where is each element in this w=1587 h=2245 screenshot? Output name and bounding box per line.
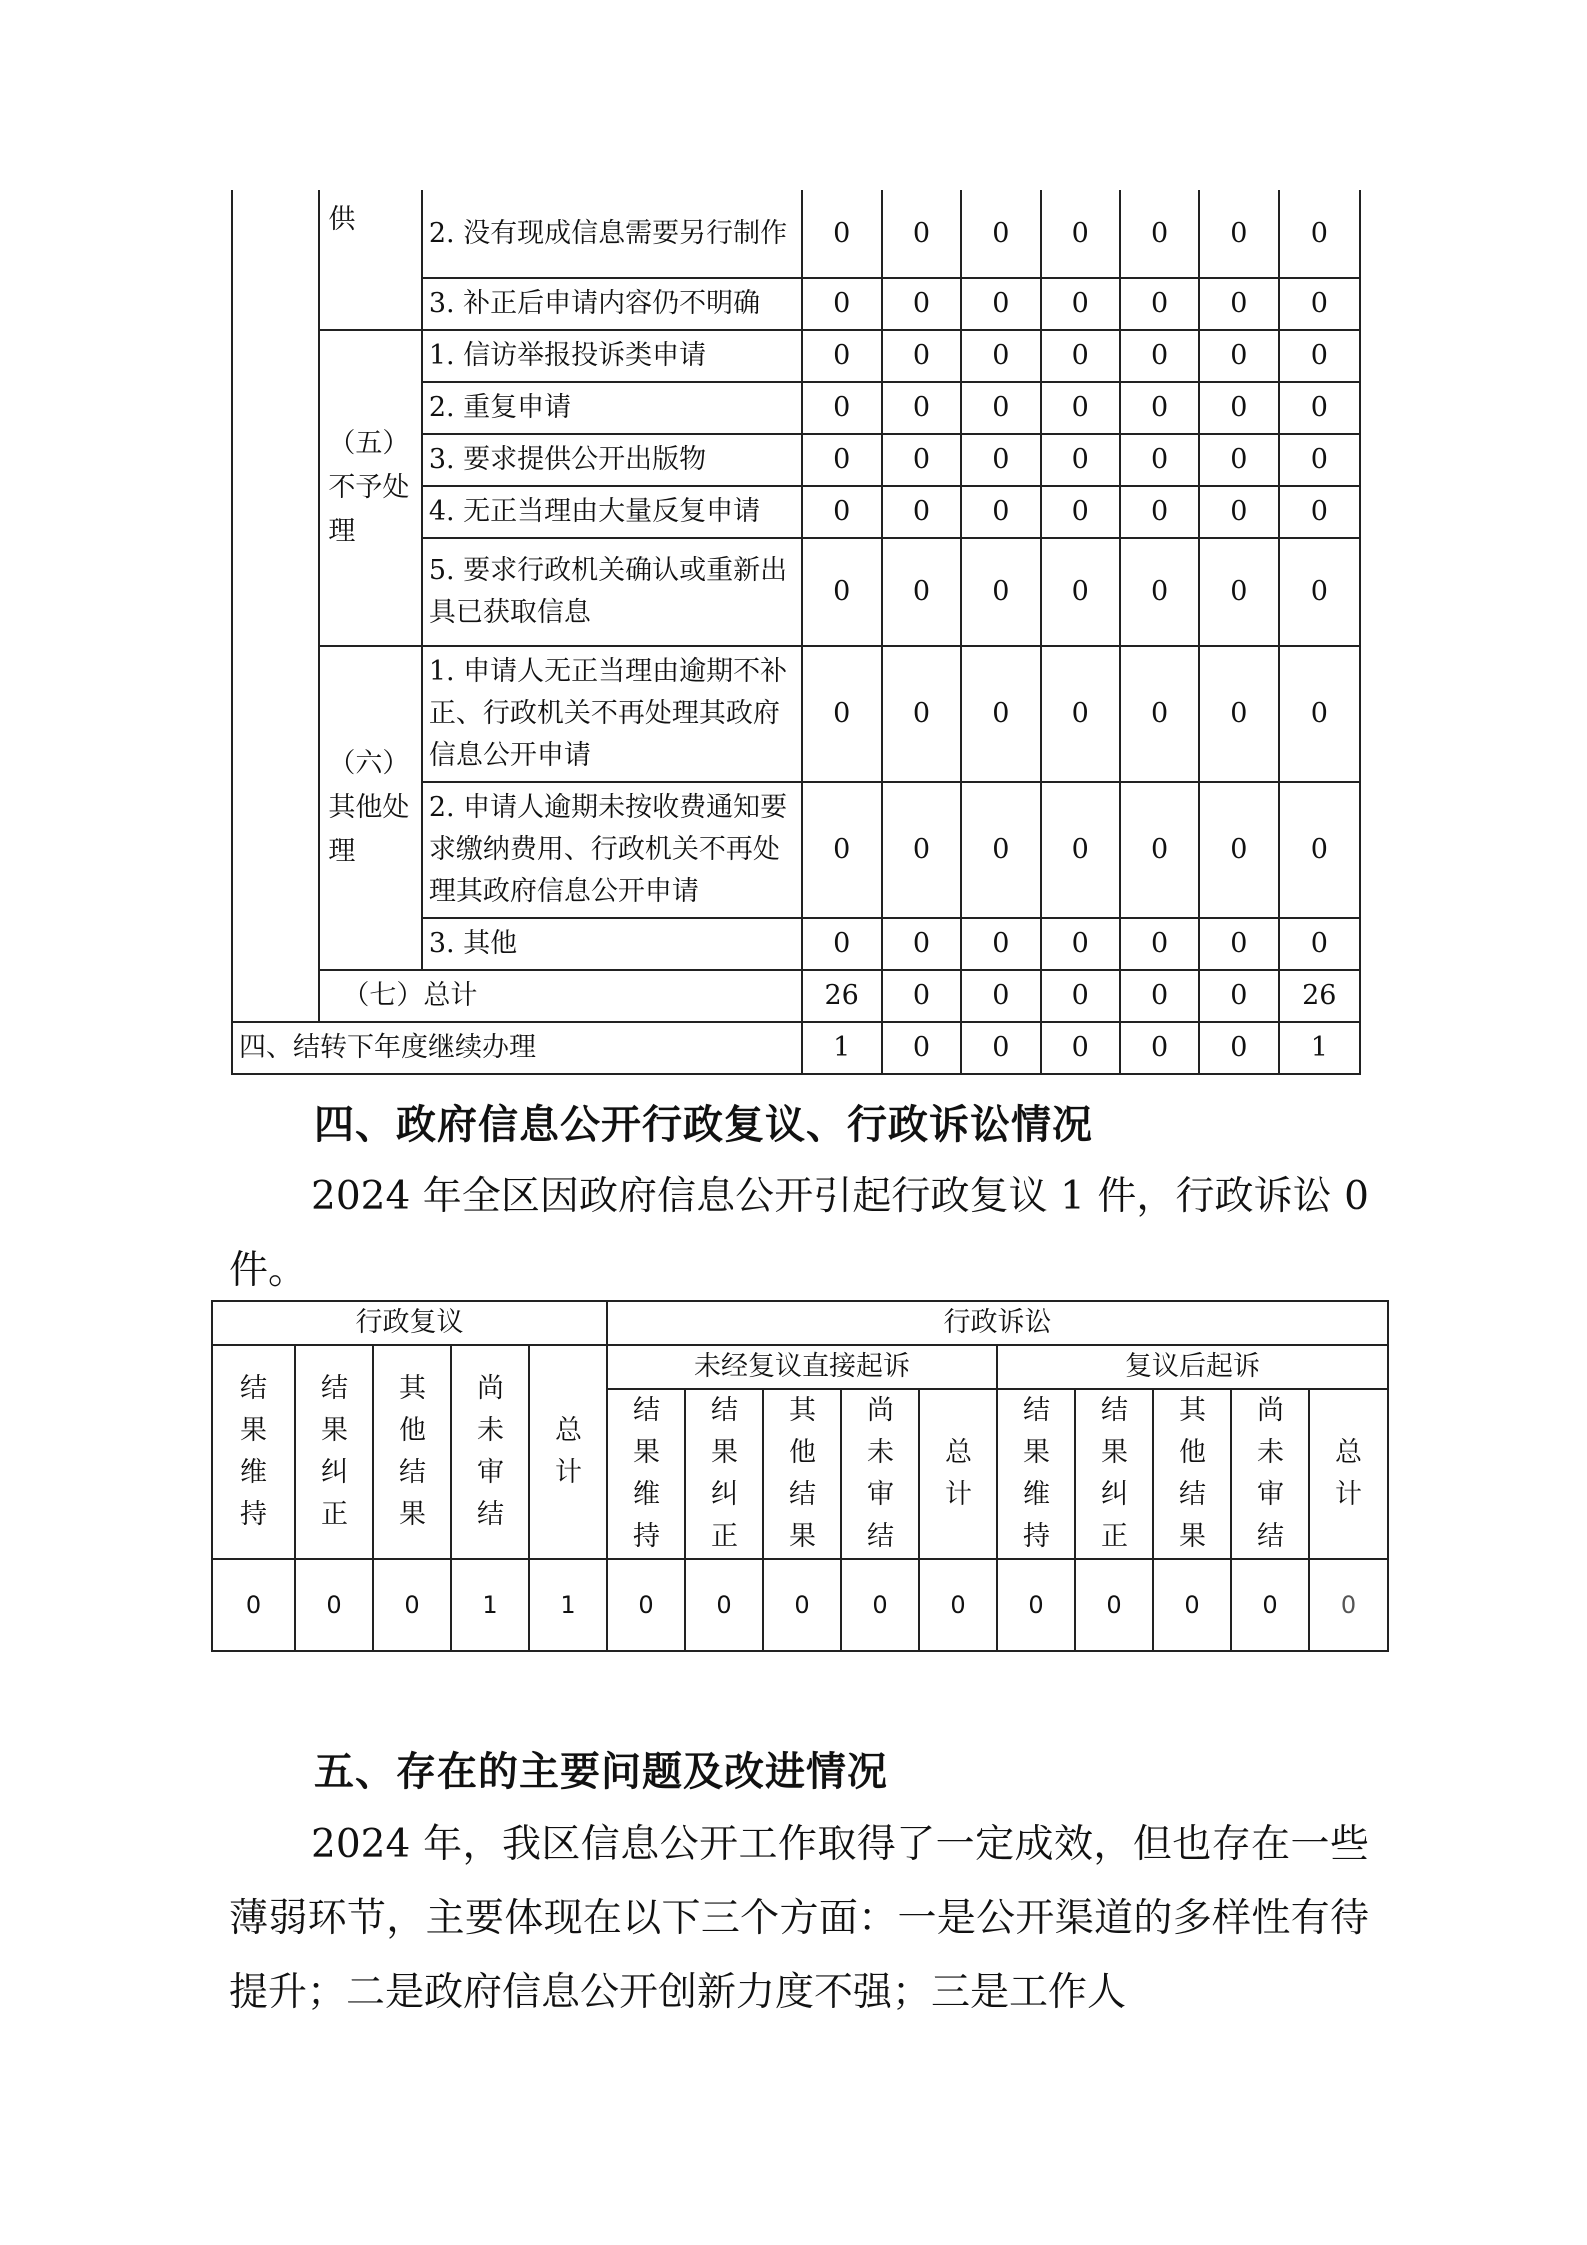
cell-value: 0 [802,278,882,330]
row-label: 5. 要求行政机关确认或重新出具已获取信息 [422,538,802,646]
header-result-corrected: 结果纠正 [685,1389,763,1559]
cell-value: 26 [802,970,882,1022]
cell-value: 0 [1041,382,1120,434]
cell-value: 0 [1231,1559,1309,1651]
cell-value: 0 [1041,646,1120,782]
cell-value: 0 [295,1559,373,1651]
cell-value: 0 [882,970,961,1022]
section-4-text: 2024 年全区因政府信息公开引起行政复议 1 件，行政诉讼 0 件。 [229,1174,1369,1293]
cell-value: 0 [802,434,882,486]
cell-value: 0 [882,330,961,382]
header-direct-suit: 未经复议直接起诉 [607,1345,997,1389]
total-row [232,970,1360,1022]
cell-value: 0 [961,278,1040,330]
cell-value: 0 [802,190,882,278]
cell-value: 0 [1041,918,1120,970]
cell-value: 0 [1041,330,1120,382]
cell-value: 0 [763,1559,841,1651]
cell-value: 0 [961,382,1040,434]
cell-value: 0 [1041,190,1120,278]
cell-value: 0 [882,486,961,538]
cell-value: 0 [1279,330,1360,382]
section-5-text: 2024 年，我区信息公开工作取得了一定成效，但也存在一些薄弱环节，主要体现在以下三个方面：一是公开渠道的多样性有待提升；二是政府信息公开创新力度不强；三是工作人 [229,1822,1369,2015]
cell-value: 0 [1199,278,1278,330]
header-result-maintain: 结果维持 [997,1389,1075,1559]
cell-value: 0 [607,1559,685,1651]
cell-value: 0 [1041,782,1120,918]
cell-value: 0 [1041,434,1120,486]
table-row [232,646,1360,782]
table-row [212,1301,1388,1345]
header-other-result: 其他结果 [763,1389,841,1559]
cell-value: 0 [802,382,882,434]
cell-value: 0 [1075,1559,1153,1651]
cell-value: 0 [882,190,961,278]
header-pending: 尚未审结 [841,1389,919,1559]
header-litigation: 行政诉讼 [607,1301,1388,1345]
row-label: 3. 其他 [422,918,802,970]
header-other-result: 其他结果 [1153,1389,1231,1559]
cell-value: 0 [961,1022,1040,1074]
section-4-heading: 四、政府信息公开行政复议、行政诉讼情况 [314,1101,1093,1148]
header-total: 总计 [919,1389,997,1559]
cell-value: 0 [1279,278,1360,330]
cell-value: 0 [1199,190,1278,278]
row-label: 4. 无正当理由大量反复申请 [422,486,802,538]
cell-value: 0 [1120,382,1199,434]
table-row [232,330,1360,382]
row-label: 2. 申请人逾期未按收费通知要求缴纳费用、行政机关不再处理其政府信息公开申请 [422,782,802,918]
cell-value: 0 [1199,330,1278,382]
cell-value: 0 [1120,330,1199,382]
cell-value: 0 [1309,1559,1388,1651]
cell-value: 0 [961,918,1040,970]
cell-value: 0 [1120,278,1199,330]
cell-value: 1 [802,1022,882,1074]
application-handling-table [231,190,1361,1075]
cell-value: 0 [882,434,961,486]
cell-value: 0 [1041,486,1120,538]
cell-value: 0 [1199,382,1278,434]
cell-value: 0 [997,1559,1075,1651]
header-pending: 尚未审结 [451,1345,529,1559]
review-litigation-table [211,1300,1389,1652]
table-row [212,1345,1388,1389]
cell-value: 0 [1279,782,1360,918]
cell-value: 0 [1199,970,1278,1022]
cell-value: 0 [882,382,961,434]
section-4-paragraph [229,1160,1369,1308]
cell-value: 0 [1041,1022,1120,1074]
cell-value: 0 [882,1022,961,1074]
cell-value: 0 [841,1559,919,1651]
cell-value: 0 [1120,646,1199,782]
group-label: （五）不予处理 [319,330,421,646]
cell-value: 0 [1041,538,1120,646]
cell-value: 26 [1279,970,1360,1022]
table-row [212,1559,1388,1651]
cell-value: 0 [961,486,1040,538]
cell-value: 0 [1199,538,1278,646]
cell-value: 0 [1279,538,1360,646]
cell-value: 0 [212,1559,295,1651]
cell-value: 0 [1279,382,1360,434]
row-label: 3. 补正后申请内容仍不明确 [422,278,802,330]
row-label: 1. 申请人无正当理由逾期不补正、行政机关不再处理其政府信息公开申请 [422,646,802,782]
cell-value: 0 [802,646,882,782]
cell-value: 0 [1120,434,1199,486]
header-result-maintain: 结果维持 [212,1345,295,1559]
header-result-corrected: 结果纠正 [295,1345,373,1559]
cell-value: 1 [451,1559,529,1651]
outer-group-cell [232,190,319,970]
cell-value: 0 [1120,190,1199,278]
cell-value: 0 [961,646,1040,782]
cell-value: 0 [1153,1559,1231,1651]
cell-value: 0 [1199,646,1278,782]
header-after-review: 复议后起诉 [997,1345,1388,1389]
row-label: 2. 重复申请 [422,382,802,434]
header-total: 总计 [1309,1389,1388,1559]
row-label: （七）总计 [319,970,801,1022]
header-pending: 尚未审结 [1231,1389,1309,1559]
group-label: 供 [319,190,421,330]
cell-value: 0 [802,538,882,646]
cell-value: 0 [1120,1022,1199,1074]
cell-value: 0 [882,278,961,330]
cell-value: 0 [1279,646,1360,782]
cell-value: 0 [882,538,961,646]
cell-value: 0 [1199,1022,1278,1074]
group-label: （六）其他处理 [319,646,421,970]
cell-value: 1 [1279,1022,1360,1074]
row-label: 1. 信访举报投诉类申请 [422,330,802,382]
cell-value: 0 [882,782,961,918]
cell-value: 0 [1199,486,1278,538]
cell-value: 0 [685,1559,763,1651]
header-admin-review: 行政复议 [212,1301,607,1345]
header-other-result: 其他结果 [373,1345,451,1559]
cell-value: 0 [882,918,961,970]
cell-value: 0 [1199,434,1278,486]
cell-value: 0 [802,918,882,970]
cell-value: 0 [1120,782,1199,918]
cell-value: 0 [961,190,1040,278]
cell-value: 0 [1120,486,1199,538]
cell-value: 0 [1120,538,1199,646]
section-5-heading: 五、存在的主要问题及改进情况 [314,1748,888,1795]
cell-value: 0 [961,970,1040,1022]
cell-value: 0 [919,1559,997,1651]
table-row [232,190,1360,278]
cell-value: 0 [961,330,1040,382]
cell-value: 0 [1120,918,1199,970]
cell-value: 0 [802,330,882,382]
cell-value: 0 [1199,782,1278,918]
header-result-corrected: 结果纠正 [1075,1389,1153,1559]
cell-value: 0 [1279,918,1360,970]
cell-value: 0 [802,782,882,918]
cell-value: 0 [961,538,1040,646]
cell-value: 0 [1041,278,1120,330]
cell-value: 0 [1279,434,1360,486]
cell-value: 0 [961,782,1040,918]
row-label: 2. 没有现成信息需要另行制作 [422,190,802,278]
outer-group-cell [232,970,319,1022]
cell-value: 0 [373,1559,451,1651]
cell-value: 0 [961,434,1040,486]
row-label: 四、结转下年度继续办理 [232,1022,802,1074]
section-5-paragraph [229,1808,1369,2030]
header-result-maintain: 结果维持 [607,1389,685,1559]
cell-value: 0 [882,646,961,782]
cell-value: 0 [802,486,882,538]
cell-value: 0 [1041,970,1120,1022]
header-total: 总计 [529,1345,607,1559]
cell-value: 0 [1199,918,1278,970]
cell-value: 0 [1120,970,1199,1022]
cell-value: 0 [1279,190,1360,278]
row-label: 3. 要求提供公开出版物 [422,434,802,486]
carryover-row [232,1022,1360,1074]
cell-value: 0 [1279,486,1360,538]
cell-value: 1 [529,1559,607,1651]
